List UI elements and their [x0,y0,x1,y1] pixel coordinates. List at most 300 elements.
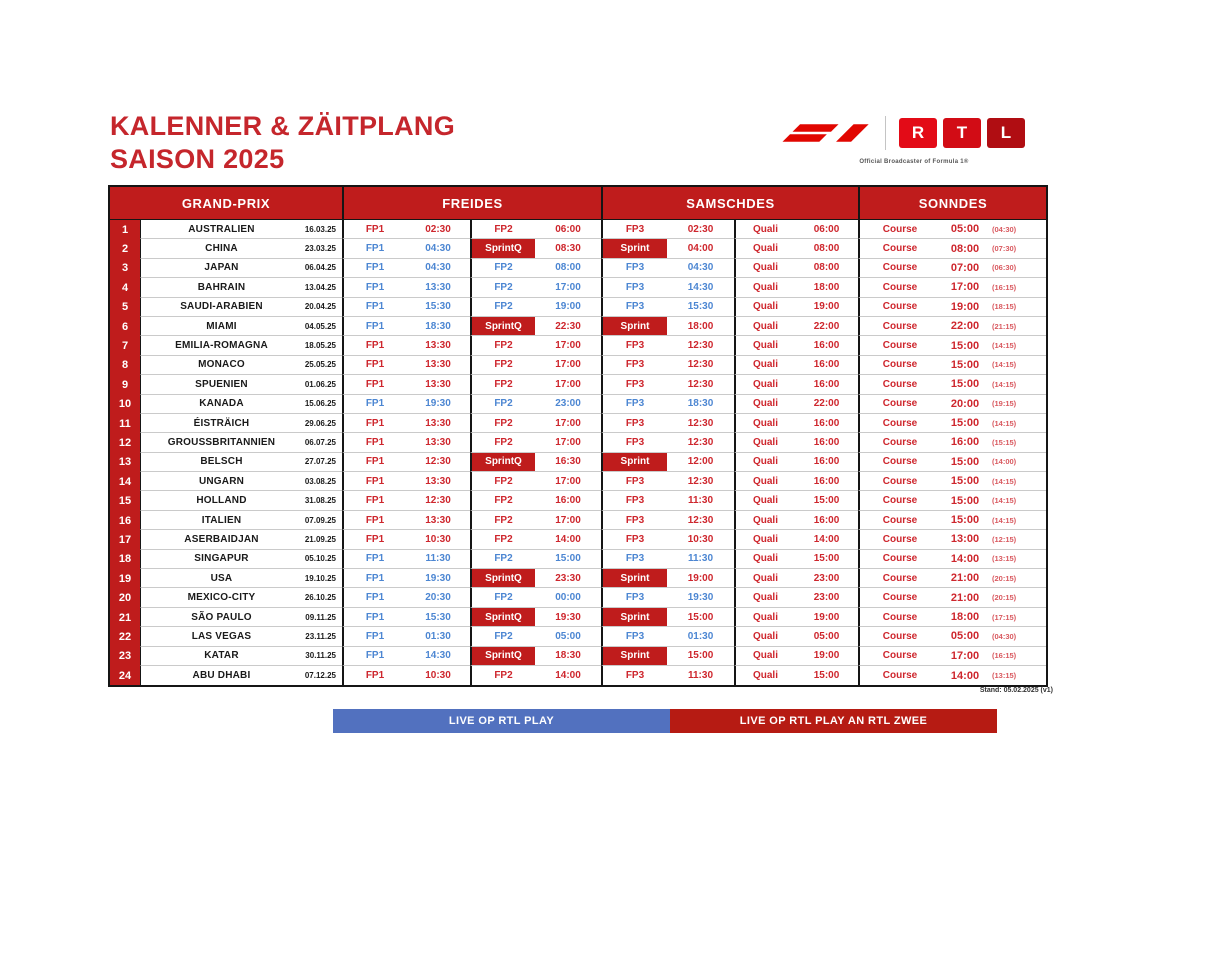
friday-session1-time: 13:30 [406,433,470,452]
friday-session1-time: 10:30 [406,530,470,549]
round-number: 1 [110,220,140,239]
friday-session1-label: FP1 [342,433,406,452]
friday-session1-time: 13:30 [406,375,470,394]
race-alt-time: (13:15) [990,666,1046,685]
grand-prix-name: KATAR [140,647,302,666]
grand-prix-name: SÃO PAULO [140,608,302,627]
friday-session1-time: 15:30 [406,298,470,317]
grand-prix-name: KANADA [140,395,302,414]
friday-session2-label: SprintQ [470,608,535,627]
quali-time: 22:00 [795,395,858,414]
grand-prix-name: MIAMI [140,317,302,336]
quali-label: Quali [734,588,795,607]
friday-session2-label: FP2 [470,530,535,549]
table-row [110,666,1046,685]
friday-session1-label: FP1 [342,569,406,588]
saturday-session1-time: 15:30 [667,298,734,317]
friday-session2-label: FP2 [470,356,535,375]
quali-label: Quali [734,569,795,588]
race-alt-time: (14:00) [990,453,1046,472]
round-number: 15 [110,491,140,510]
table-row [110,627,1046,646]
friday-session2-time: 17:00 [535,278,601,297]
race-time: 19:00 [940,298,990,317]
race-alt-time: (14:15) [990,336,1046,355]
saturday-session1-time: 12:30 [667,336,734,355]
friday-session1-time: 19:30 [406,569,470,588]
race-alt-time: (18:15) [990,298,1046,317]
table-header [110,187,1046,220]
race-time: 07:00 [940,259,990,278]
round-number: 20 [110,588,140,607]
race-alt-time: (13:15) [990,550,1046,569]
quali-time: 19:00 [795,608,858,627]
quali-time: 18:00 [795,278,858,297]
table-row [110,239,1046,258]
grand-prix-name: MEXICO-CITY [140,588,302,607]
friday-session2-label: FP2 [470,511,535,530]
quali-label: Quali [734,627,795,646]
race-alt-time: (20:15) [990,569,1046,588]
race-label: Course [858,511,940,530]
quali-time: 16:00 [795,433,858,452]
friday-session1-time: 15:30 [406,608,470,627]
race-label: Course [858,259,940,278]
quali-time: 15:00 [795,666,858,685]
table-row [110,550,1046,569]
quali-label: Quali [734,453,795,472]
race-alt-time: (12:15) [990,530,1046,549]
quali-time: 08:00 [795,259,858,278]
friday-session1-time: 13:30 [406,356,470,375]
header-grand-prix: GRAND-PRIX [110,187,342,219]
saturday-session1-time: 11:30 [667,666,734,685]
calendar-table [108,185,1048,687]
quali-time: 05:00 [795,627,858,646]
quali-time: 16:00 [795,511,858,530]
quali-time: 22:00 [795,317,858,336]
grand-prix-name: CHINA [140,239,302,258]
race-date: 04.05.25 [302,317,342,336]
race-time: 17:00 [940,647,990,666]
race-label: Course [858,491,940,510]
friday-session1-time: 13:30 [406,414,470,433]
race-label: Course [858,569,940,588]
round-number: 6 [110,317,140,336]
quali-label: Quali [734,414,795,433]
friday-session1-label: FP1 [342,259,406,278]
race-time: 05:00 [940,627,990,646]
saturday-session1-label: FP3 [601,375,667,394]
quali-time: 06:00 [795,220,858,239]
saturday-session1-time: 15:00 [667,608,734,627]
friday-session2-label: FP2 [470,336,535,355]
friday-session1-time: 13:30 [406,278,470,297]
race-date: 07.09.25 [302,511,342,530]
table-row [110,453,1046,472]
quali-label: Quali [734,298,795,317]
grand-prix-name: ABU DHABI [140,666,302,685]
grand-prix-name: AUSTRALIEN [140,220,302,239]
friday-session2-label: FP2 [470,433,535,452]
race-time: 14:00 [940,666,990,685]
quali-label: Quali [734,278,795,297]
saturday-session1-time: 18:00 [667,317,734,336]
table-row [110,647,1046,666]
friday-session2-time: 17:00 [535,336,601,355]
friday-session2-time: 08:30 [535,239,601,258]
saturday-session1-label: FP3 [601,356,667,375]
saturday-session1-label: FP3 [601,472,667,491]
quali-time: 16:00 [795,453,858,472]
saturday-session1-time: 15:00 [667,647,734,666]
table-row [110,433,1046,452]
version-stamp: Stand: 05.02.2025 (v1) [979,687,1053,694]
race-alt-time: (17:15) [990,608,1046,627]
race-label: Course [858,647,940,666]
quali-time: 23:00 [795,569,858,588]
saturday-session1-label: Sprint [601,608,667,627]
grand-prix-name: BELSCH [140,453,302,472]
round-number: 7 [110,336,140,355]
friday-session2-label: FP2 [470,278,535,297]
friday-session2-time: 17:00 [535,511,601,530]
race-date: 23.11.25 [302,627,342,646]
friday-session1-label: FP1 [342,220,406,239]
saturday-session1-time: 12:30 [667,472,734,491]
quali-time: 16:00 [795,414,858,433]
friday-session2-time: 00:00 [535,588,601,607]
round-number: 13 [110,453,140,472]
table-row [110,395,1046,414]
saturday-session1-time: 10:30 [667,530,734,549]
round-number: 24 [110,666,140,685]
quali-time: 23:00 [795,588,858,607]
race-alt-time: (15:15) [990,433,1046,452]
table-row [110,298,1046,317]
saturday-session1-time: 12:30 [667,511,734,530]
friday-session2-label: SprintQ [470,569,535,588]
friday-session2-label: FP2 [470,220,535,239]
grand-prix-name: UNGARN [140,472,302,491]
friday-session2-time: 16:30 [535,453,601,472]
friday-session1-label: FP1 [342,414,406,433]
friday-session1-label: FP1 [342,375,406,394]
friday-session1-time: 13:30 [406,511,470,530]
quali-time: 16:00 [795,472,858,491]
race-time: 14:00 [940,550,990,569]
friday-session1-label: FP1 [342,666,406,685]
friday-session1-time: 04:30 [406,259,470,278]
logo-divider [885,116,886,150]
friday-session2-time: 17:00 [535,414,601,433]
table-row [110,588,1046,607]
friday-session1-time: 18:30 [406,317,470,336]
table-row [110,608,1046,627]
friday-session2-label: SprintQ [470,453,535,472]
saturday-session1-label: Sprint [601,239,667,258]
table-row [110,511,1046,530]
round-number: 14 [110,472,140,491]
friday-session1-label: FP1 [342,239,406,258]
friday-session2-time: 06:00 [535,220,601,239]
friday-session2-time: 23:00 [535,395,601,414]
saturday-session1-label: FP3 [601,627,667,646]
table-row [110,414,1046,433]
quali-label: Quali [734,647,795,666]
broadcaster-caption: Official Broadcaster of Formula 1® [859,159,969,165]
friday-session1-label: FP1 [342,278,406,297]
table-row [110,220,1046,239]
race-alt-time: (20:15) [990,588,1046,607]
race-label: Course [858,414,940,433]
table-row [110,356,1046,375]
saturday-session1-label: FP3 [601,278,667,297]
round-number: 23 [110,647,140,666]
race-alt-time: (14:15) [990,511,1046,530]
saturday-session1-time: 12:00 [667,453,734,472]
friday-session1-label: FP1 [342,627,406,646]
friday-session1-time: 13:30 [406,472,470,491]
round-number: 11 [110,414,140,433]
race-time: 18:00 [940,608,990,627]
race-alt-time: (14:15) [990,472,1046,491]
header-friday: FREIDES [342,187,601,219]
saturday-session1-time: 11:30 [667,491,734,510]
table-row [110,491,1046,510]
saturday-session1-label: FP3 [601,530,667,549]
saturday-session1-label: FP3 [601,395,667,414]
friday-session2-time: 17:00 [535,375,601,394]
friday-session2-label: FP2 [470,472,535,491]
table-row [110,569,1046,588]
round-number: 5 [110,298,140,317]
friday-session1-label: FP1 [342,298,406,317]
race-date: 01.06.25 [302,375,342,394]
saturday-session1-label: Sprint [601,453,667,472]
saturday-session1-label: Sprint [601,647,667,666]
race-date: 06.07.25 [302,433,342,452]
page-title-line2: SAISON 2025 [110,144,285,174]
grand-prix-name: HOLLAND [140,491,302,510]
race-date: 30.11.25 [302,647,342,666]
quali-label: Quali [734,491,795,510]
race-label: Course [858,530,940,549]
race-label: Course [858,472,940,491]
race-alt-time: (14:15) [990,414,1046,433]
saturday-session1-label: FP3 [601,336,667,355]
friday-session1-label: FP1 [342,472,406,491]
saturday-session1-label: FP3 [601,433,667,452]
friday-session1-time: 02:30 [406,220,470,239]
race-alt-time: (07:30) [990,239,1046,258]
race-alt-time: (04:30) [990,220,1046,239]
friday-session1-time: 12:30 [406,491,470,510]
broadcaster-logos [780,114,1048,165]
quali-label: Quali [734,666,795,685]
saturday-session1-time: 12:30 [667,433,734,452]
friday-session2-label: FP2 [470,550,535,569]
saturday-session1-time: 01:30 [667,627,734,646]
friday-session2-time: 15:00 [535,550,601,569]
quali-time: 14:00 [795,530,858,549]
round-number: 2 [110,239,140,258]
grand-prix-name: BAHRAIN [140,278,302,297]
friday-session2-time: 23:30 [535,569,601,588]
grand-prix-name: SAUDI-ARABIEN [140,298,302,317]
rtl-letter-l: L [987,118,1025,148]
saturday-session1-label: FP3 [601,220,667,239]
round-number: 4 [110,278,140,297]
race-alt-time: (14:15) [990,356,1046,375]
friday-session2-label: FP2 [470,298,535,317]
quali-time: 19:00 [795,647,858,666]
race-label: Course [858,298,940,317]
race-time: 15:00 [940,356,990,375]
friday-session1-label: FP1 [342,317,406,336]
round-number: 16 [110,511,140,530]
race-time: 15:00 [940,414,990,433]
quali-label: Quali [734,375,795,394]
friday-session2-time: 16:00 [535,491,601,510]
page-title-line1: KALENNER & ZÄITPLANG [110,111,455,141]
table-row [110,375,1046,394]
friday-session1-label: FP1 [342,395,406,414]
quali-label: Quali [734,511,795,530]
saturday-session1-time: 12:30 [667,375,734,394]
friday-session1-time: 20:30 [406,588,470,607]
saturday-session1-label: FP3 [601,298,667,317]
friday-session1-label: FP1 [342,356,406,375]
grand-prix-name: EMILIA-ROMAGNA [140,336,302,355]
race-time: 15:00 [940,375,990,394]
race-time: 21:00 [940,569,990,588]
saturday-session1-time: 04:00 [667,239,734,258]
round-number: 18 [110,550,140,569]
saturday-session1-time: 14:30 [667,278,734,297]
grand-prix-name: GROUSSBRITANNIEN [140,433,302,452]
race-date: 29.06.25 [302,414,342,433]
quali-label: Quali [734,550,795,569]
race-date: 05.10.25 [302,550,342,569]
friday-session1-time: 10:30 [406,666,470,685]
race-date: 13.04.25 [302,278,342,297]
quali-label: Quali [734,259,795,278]
race-label: Course [858,453,940,472]
friday-session2-label: SprintQ [470,647,535,666]
table-row [110,336,1046,355]
race-time: 13:00 [940,530,990,549]
quali-time: 15:00 [795,550,858,569]
logo-row [780,114,1048,152]
race-alt-time: (21:15) [990,317,1046,336]
saturday-session1-time: 18:30 [667,395,734,414]
race-time: 20:00 [940,395,990,414]
friday-session2-time: 19:30 [535,608,601,627]
saturday-session1-time: 02:30 [667,220,734,239]
race-label: Course [858,220,940,239]
rtl-logo-icon [899,118,1025,148]
quali-time: 16:00 [795,356,858,375]
race-date: 26.10.25 [302,588,342,607]
grand-prix-name: ÉISTRÄICH [140,414,302,433]
saturday-session1-time: 12:30 [667,414,734,433]
grand-prix-name: SPUENIEN [140,375,302,394]
friday-session1-time: 11:30 [406,550,470,569]
table-row [110,259,1046,278]
table-row [110,472,1046,491]
quali-label: Quali [734,356,795,375]
saturday-session1-time: 19:00 [667,569,734,588]
race-time: 15:00 [940,511,990,530]
quali-time: 15:00 [795,491,858,510]
race-label: Course [858,433,940,452]
quali-label: Quali [734,608,795,627]
friday-session2-time: 17:00 [535,433,601,452]
legend-rtl-zwee: LIVE OP RTL PLAY AN RTL ZWEE [670,709,997,733]
race-date: 19.10.25 [302,569,342,588]
race-alt-time: (19:15) [990,395,1046,414]
saturday-session1-time: 11:30 [667,550,734,569]
race-label: Course [858,395,940,414]
saturday-session1-time: 04:30 [667,259,734,278]
race-label: Course [858,608,940,627]
round-number: 19 [110,569,140,588]
quali-label: Quali [734,472,795,491]
saturday-session1-label: FP3 [601,666,667,685]
saturday-session1-label: FP3 [601,511,667,530]
race-time: 05:00 [940,220,990,239]
race-alt-time: (06:30) [990,259,1046,278]
quali-label: Quali [734,395,795,414]
table-row [110,278,1046,297]
rtl-letter-t: T [943,118,981,148]
friday-session2-time: 17:00 [535,472,601,491]
round-number: 3 [110,259,140,278]
friday-session1-label: FP1 [342,550,406,569]
friday-session1-time: 14:30 [406,647,470,666]
round-number: 10 [110,395,140,414]
round-number: 12 [110,433,140,452]
saturday-session1-label: FP3 [601,414,667,433]
friday-session1-label: FP1 [342,530,406,549]
race-time: 15:00 [940,491,990,510]
friday-session1-time: 12:30 [406,453,470,472]
race-date: 15.06.25 [302,395,342,414]
friday-session1-time: 19:30 [406,395,470,414]
race-label: Course [858,375,940,394]
race-label: Course [858,550,940,569]
race-label: Course [858,627,940,646]
round-number: 9 [110,375,140,394]
saturday-session1-label: FP3 [601,550,667,569]
friday-session2-label: FP2 [470,395,535,414]
race-time: 21:00 [940,588,990,607]
grand-prix-name: LAS VEGAS [140,627,302,646]
table-row [110,317,1046,336]
friday-session1-label: FP1 [342,511,406,530]
saturday-session1-label: Sprint [601,317,667,336]
race-date: 07.12.25 [302,666,342,685]
quali-time: 16:00 [795,336,858,355]
table-row [110,530,1046,549]
race-label: Course [858,588,940,607]
friday-session2-time: 14:00 [535,666,601,685]
friday-session2-label: FP2 [470,259,535,278]
saturday-session1-label: FP3 [601,588,667,607]
friday-session2-label: FP2 [470,627,535,646]
friday-session2-time: 05:00 [535,627,601,646]
